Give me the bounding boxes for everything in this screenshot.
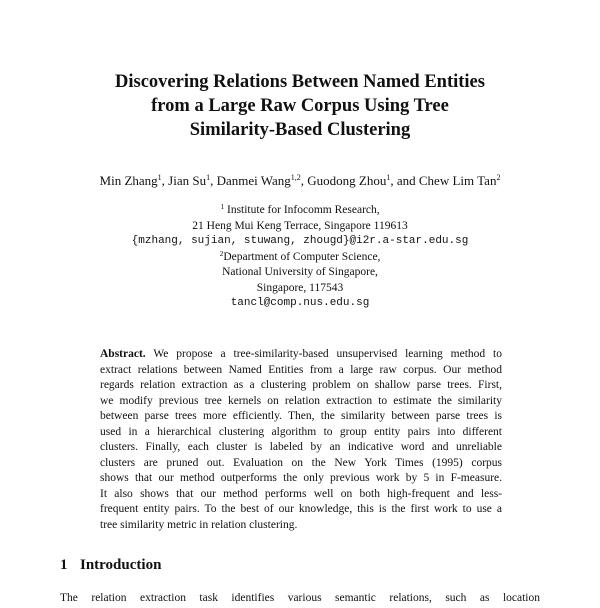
abstract-line: clusters. Finally, each cluster is labeled by an indicative word and unreliable — [100, 441, 502, 453]
abstract-line: clusters are pruned out. Evaluation on the New York Times (1995) corpus — [100, 456, 502, 469]
affiliation-2-university: National University of Singapore, — [222, 266, 378, 278]
author: Min Zhang$^1$, — [99, 173, 169, 188]
author: Jian Su$^1$, — [168, 173, 217, 188]
affiliation-2-city: Singapore, 117543 — [256, 281, 344, 294]
abstract-line: regards relation extraction as a clustering problem on shallow parse trees. First, — [100, 379, 502, 391]
author-list — [40, 173, 560, 189]
author: Chew Lim Tan$^2$ — [418, 173, 501, 188]
section-heading — [60, 557, 161, 574]
abstract-line: It also shows that our method performs well on both high-frequent and less- — [100, 487, 502, 500]
affiliation-2-name: $^2$Department of Computer Science, — [219, 248, 381, 263]
affiliation-2-email: tancl@comp.nus.edu.sg — [230, 297, 370, 309]
title-line-3: Similarity-Based Clustering — [189, 120, 411, 140]
section-title: Introduction — [80, 557, 162, 573]
abstract-line: between parse trees more efficiently. Then, the similarity between parse trees is — [100, 410, 502, 422]
affiliation-1-address: 21 Heng Mui Keng Terrace, Singapore 119613 — [192, 219, 408, 232]
abstract-line: we modify previous tree kernels on relation extraction to estimate the similarity — [100, 394, 502, 407]
abstract — [100, 347, 502, 533]
author: Guodong Zhou$^1$, and — [307, 173, 419, 188]
body-text-line: The relation extraction task identifies various semantic relations, such as location — [60, 592, 540, 604]
abstract-line: Abstract. We propose a tree-similarity-based unsupervised learning method to — [100, 348, 502, 360]
abstract-line: used in a hierarchical clustering algorithm to group entity pairs into different — [100, 425, 502, 438]
abstract-line: frequent entity pairs. To the best of our knowledge, this is the first work to use a — [100, 503, 502, 515]
author: Danmei Wang$^{1,2}$, — [216, 173, 308, 188]
affiliation-1-email: {mzhang, sujian, stuwang, zhougd}@i2r.a-star.edu.sg — [131, 235, 469, 247]
affiliations — [60, 203, 540, 312]
abstract-heading: Abstract. — [100, 348, 146, 360]
abstract-line: extract relations between Named Entities from a large raw corpus. Our method — [100, 363, 502, 376]
affiliation-1-name: $^1$ Institute for Infocomm Research, — [220, 202, 380, 216]
section-number: 1 — [60, 557, 68, 573]
abstract-line: tree similarity metric in relation clustering. — [100, 518, 298, 531]
paper-title — [60, 70, 540, 142]
abstract-line: shows that our method outperforms the only previous work by 5 in F-measure. — [100, 472, 502, 484]
title-line-2: from a Large Raw Corpus Using Tree — [151, 96, 449, 116]
title-line-1: Discovering Relations Between Named Entities — [115, 72, 485, 92]
